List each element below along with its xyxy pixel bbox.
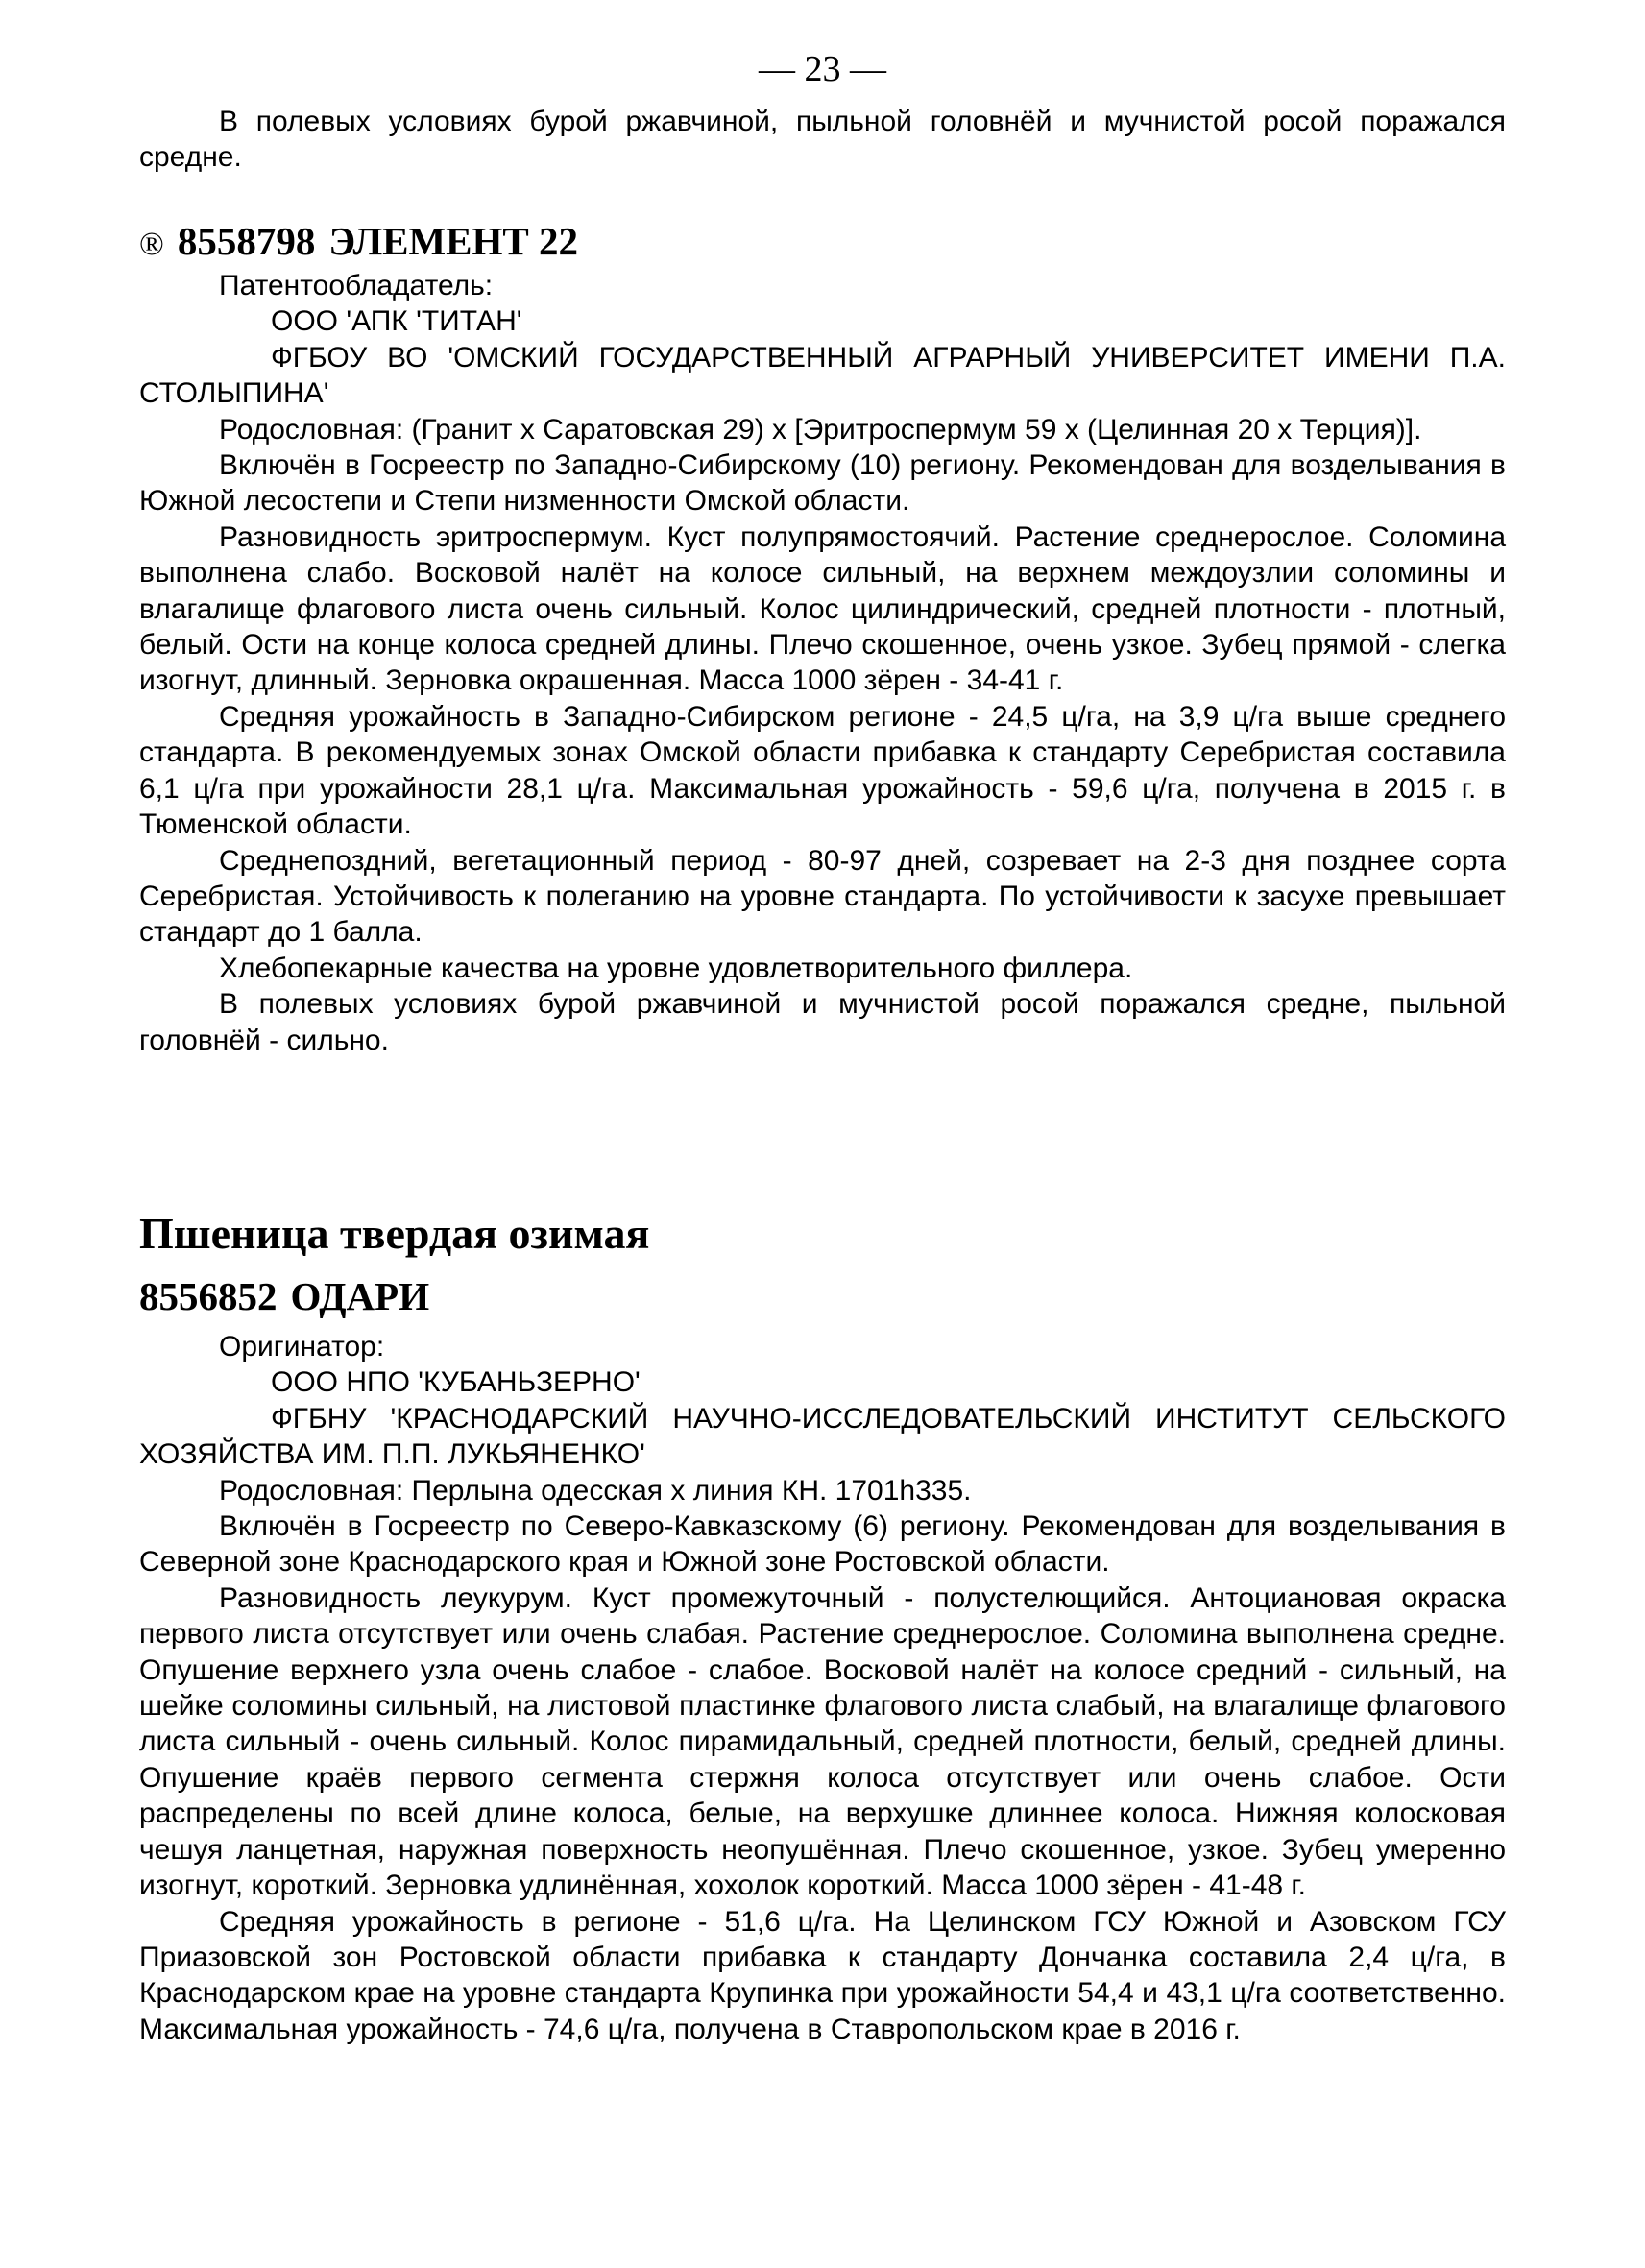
variety-number: 8556852 <box>139 1274 278 1318</box>
section-title: Пшеница твердая озимая <box>139 1209 650 1258</box>
disease-paragraph: В полевых условиях бурой ржавчиной и мучнистой росой поражался средне, пыльной головнёй - сильно. <box>139 988 1506 1056</box>
pedigree-paragraph: Родословная: (Гранит х Саратовская 29) х [Эритроспермум 59 х (Целинная 20 х Терция)]. <box>219 413 1422 446</box>
variety-entry-element-22 <box>139 218 1506 1058</box>
holder-item: ФГБОУ ВО 'ОМСКИЙ ГОСУДАРСТВЕННЫЙ АГРАРНЫЙ УНИВЕРСИТЕТ ИМЕНИ П.А. СТОЛЫПИНА' <box>139 341 1506 410</box>
quality-paragraph: Хлебопекарные качества на уровне удовлетворительного филлера. <box>219 952 1133 984</box>
originator-item: ФГБНУ 'КРАСНОДАРСКИЙ НАУЧНО-ИССЛЕДОВАТЕЛЬСКИЙ ИНСТИТУТ СЕЛЬСКОГО ХОЗЯЙСТВА ИМ. П.П. ЛУКЬЯНЕНКО' <box>139 1402 1506 1471</box>
variety-heading <box>139 1273 1506 1319</box>
registered-mark: ® <box>139 227 164 262</box>
yield-paragraph: Средняя урожайность в Западно-Сибирском регионе - 24,5 ц/га, на 3,9 ц/га выше среднего стандарта. В рекомендуемых зонах Омской области прибавка к стандарту Серебристая составила 6,1 ц/га при урожайности 28,1 ц/га. Максимальная урожайность - 59,6 ц/га, получена в 2015 г. в Тюменской области. <box>139 700 1506 841</box>
section-heading-block <box>139 1208 1506 1260</box>
variety-name: ЭЛЕМЕНТ 22 <box>328 219 578 263</box>
registry-paragraph: Включён в Госреестр по Западно-Сибирскому (10) региону. Рекомендован для возделывания в Южной лесостепи и Степи низменности Омской области. <box>139 449 1506 518</box>
pedigree-paragraph: Родословная: Перлына одесская х линия КН. 1701h335. <box>219 1474 972 1507</box>
description-paragraph: Разновидность эритроспермум. Куст полупрямостоячий. Растение среднерослое. Соломина выполнена слабо. Восковой налёт на колосе сильный, на верхнем междоузлии соломины и влагалище флагового листа очень сильный. Колос цилиндрический, средней плотности - плотный, белый. Ости на конце колоса средней длины. Плечо скошенное, очень узкое. Зубец прямой - слегка изогнут, длинный. Зерновка окрашенная. Масса 1000 зёрен - 34-41 г. <box>139 520 1506 697</box>
originator-label: Оригинатор: <box>219 1331 385 1363</box>
holder-label: Патентообладатель: <box>219 270 494 302</box>
intro-paragraph: В полевых условиях бурой ржавчиной, пыльной головнёй и мучнистой росой поражался средне. <box>139 106 1506 174</box>
variety-entry-odari <box>139 1329 1506 2047</box>
variety-heading <box>139 218 1506 268</box>
variety-number: 8558798 <box>177 219 316 263</box>
intro-block <box>139 104 1506 176</box>
variety-heading-block <box>139 1273 1506 1319</box>
page-number: — 23 — <box>759 49 886 89</box>
holder-item: ООО 'АПК 'ТИТАН' <box>271 305 522 338</box>
originator-item: ООО НПО 'КУБАНЬЗЕРНО' <box>271 1366 641 1399</box>
registry-paragraph: Включён в Госреестр по Северо-Кавказскому (6) региону. Рекомендован для возделывания в Северной зоне Краснодарского края и Южной зоне Ростовской области. <box>139 1510 1506 1579</box>
yield-paragraph: Средняя урожайность в регионе - 51,6 ц/га. На Целинском ГСУ Южной и Азовском ГСУ Приазовской зон Ростовской области прибавка к стандарту Дончанка составила 2,4 ц/га, в Краснодарском крае на уровне стандарта Крупинка при урожайности 54,4 и 43,1 ц/га соответственно. Максимальная урожайность - 74,6 ц/га, получена в Ставропольском крае в 2016 г. <box>139 1905 1506 2045</box>
description-paragraph: Разновидность леукурум. Куст промежуточный - полустелющийся. Антоциановая окраска первого листа отсутствует или очень слабая. Растение среднерослое. Соломина выполнена средне. Опушение верхнего узла очень слабое - слабое. Восковой налёт на колосе средний - сильный, на шейке соломины сильный, на листовой пластинке флагового листа слабый, на влагалище флагового листа сильный - очень сильный. Колос пирамидальный, средней плотности, белый, средней длины. Опушение краёв первого сегмента стержня колоса отсутствует или очень слабое. Ости распределены по всей длине колоса, белые, на верхушке длиннее колоса. Нижняя колосковая чешуя ланцетная, наружная поверхность неопушённая. Плечо скошенное, узкое. Зубец умеренно изогнут, короткий. Зерновка удлинённая, хохолок короткий. Масса 1000 зёрен - 41-48 г. <box>139 1581 1506 1902</box>
ripening-paragraph: Среднепоздний, вегетационный период - 80-97 дней, созревает на 2-3 дня позднее сорта Серебристая. Устойчивость к полеганию на уровне стандарта. По устойчивости к засухе превышает стандарт до 1 балла. <box>139 844 1506 949</box>
variety-name: ОДАРИ <box>290 1274 430 1318</box>
